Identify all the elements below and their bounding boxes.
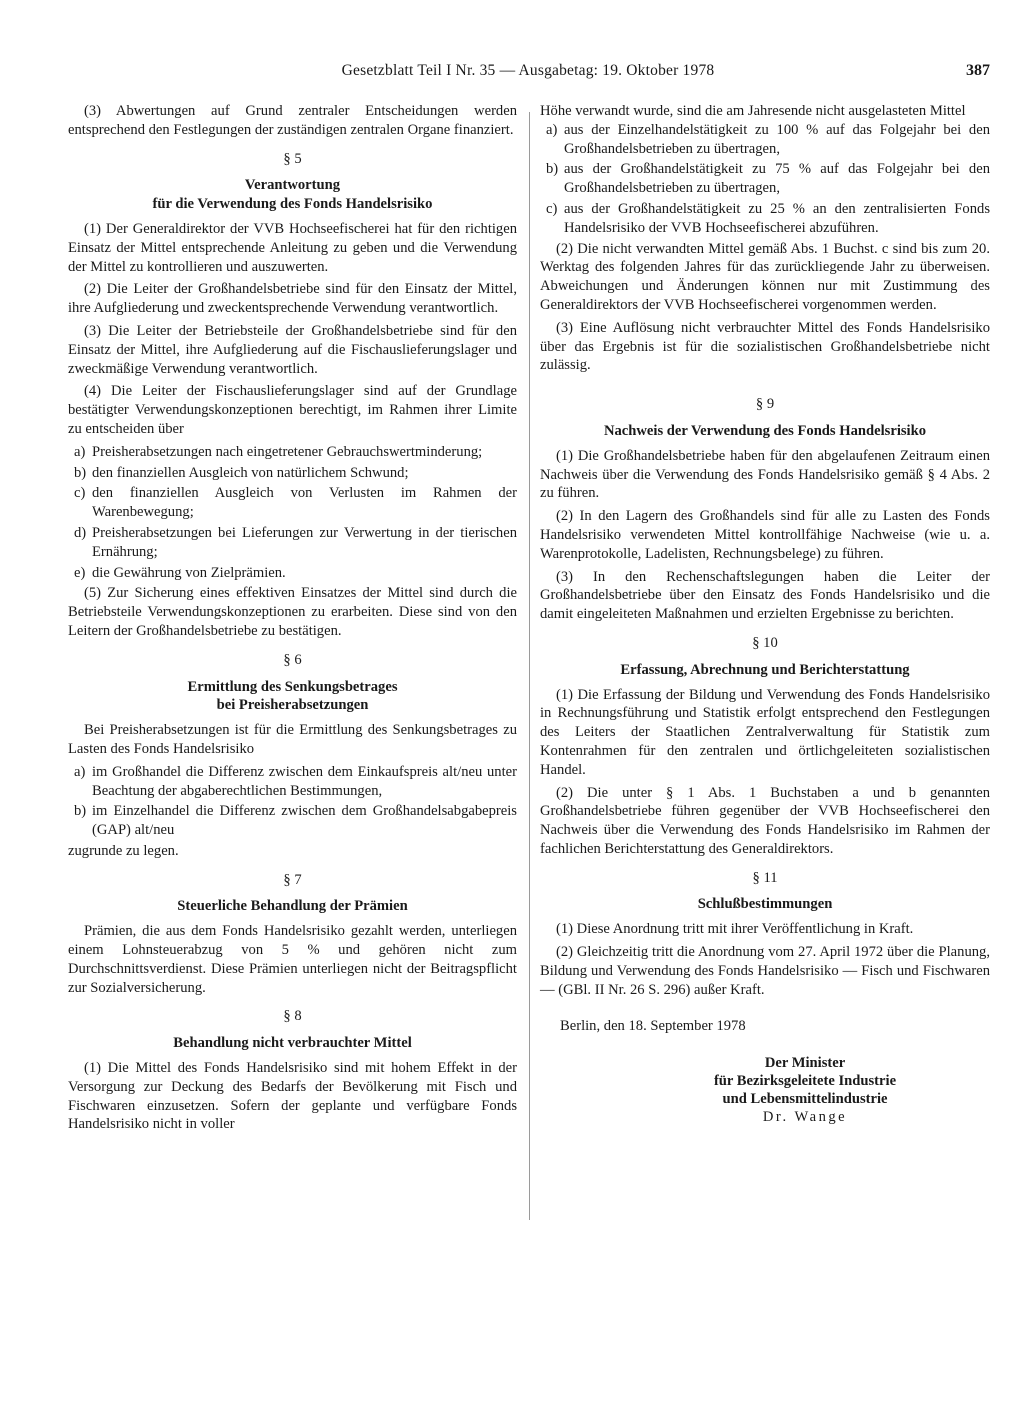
section-5-title	[68, 176, 517, 214]
list-label: c)	[74, 485, 86, 502]
paragraph: zugrunde zu legen.	[68, 842, 179, 859]
paragraph: Prämien, die aus dem Fonds Handelsrisiko gezahlt werden, unterliegen einem Lohnsteuerabzug von 5 % und gehören nicht zum Durchschnittsverdienst. Diese Prämien unterliegen nicht der Beitragspflicht zur Sozialversicherung.	[68, 923, 517, 996]
place-and-date: Berlin, den 18. September 1978	[560, 1018, 746, 1035]
section-10-title: Erfassung, Abrechnung und Berichterstattung	[620, 661, 910, 678]
section-6-title-line1: Ermittlung des Senkungsbetrages	[187, 678, 398, 695]
signature-title-line3: und Lebensmittelindustrie	[722, 1091, 888, 1108]
page-header	[60, 62, 996, 86]
section-5-title-line2: für die Verwendung des Fonds Handelsrisiko	[152, 196, 433, 213]
list-text: im Großhandel die Differenz zwischen dem Einkaufspreis alt/neu unter Beachtung der abgaberechtlichen Bestimmungen,	[92, 763, 517, 799]
list-text: den finanziellen Ausgleich von natürlichem Schwund;	[92, 464, 409, 481]
list-label: d)	[74, 524, 87, 541]
list-text: die Gewährung von Zielprämien.	[92, 564, 286, 581]
signature-block	[620, 1054, 990, 1126]
section-9-number: § 9	[755, 396, 775, 413]
paragraph: (1) Die Erfassung der Bildung und Verwendung des Fonds Handelsrisiko in Rechnungsführung und Statistik erfolgt entsprechend den Festlegungen des Leiters der Staatlichen Zentralverwaltung für Statistik zum Kontenrahmen für den zentralen und örtlichgeleiteten sozialistischen Handel.	[540, 686, 990, 778]
paragraph: (1) Der Generaldirektor der VVB Hochseefischerei hat für den richtigen Einsatz der Mittel entsprechende Anleitung zu geben und die Verwendung der Mittel zu kontrollieren und auszuwerten.	[68, 220, 517, 275]
list-label: a)	[546, 121, 558, 138]
paragraph: (3) Die Leiter der Betriebsteile der Großhandelsbetriebe sind für den Einsatz der Mittel, ihre Aufgliederung auf die Fischauslieferungslager und zweckmäßige Verwendung verantwortlich.	[68, 322, 517, 377]
paragraph: Bei Preisherabsetzungen ist für die Ermittlung des Senkungsbetrages zu Lasten des Fonds Handelsrisiko	[68, 722, 517, 757]
list-item	[74, 464, 517, 483]
page-number: 387	[966, 62, 990, 79]
section-11-title: Schlußbestimmungen	[697, 896, 833, 913]
paragraph: (2) Die Leiter der Großhandelsbetriebe sind für den Einsatz der Mittel, ihre Aufgliederung und zweckentsprechende Verwendung verantwortlich.	[68, 281, 517, 317]
list-label: a)	[74, 763, 86, 780]
column-divider	[529, 112, 530, 1220]
section-8-number: § 8	[283, 1008, 302, 1025]
paragraph: (3) In den Rechenschaftslegungen haben die Leiter der Großhandelsbetriebe über den Einsatz des Fonds Handelsrisiko und die damit eingeleiteten Maßnahmen und erzielten Ergebnisse zu berichten.	[540, 568, 990, 623]
list-item	[74, 802, 517, 840]
paragraph: (1) Die Großhandelsbetriebe haben für den abgelaufenen Zeitraum einen Nachweis über die Verwendung des Fonds Handelsrisiko gemäß § 4 Abs. 2 zu führen.	[540, 447, 990, 502]
paragraph-s4-3: (3) Abwertungen auf Grund zentraler Entscheidungen werden entsprechend den Festlegungen der zuständigen zentralen Organe finanziert.	[68, 103, 517, 138]
section-7-number: § 7	[283, 871, 302, 888]
paragraph: (2) Die unter § 1 Abs. 1 Buchstaben a und b genannten Großhandelsbetriebe führen gegenüber der VVB Hochseefischerei den Nachweis über die Verwendung des Fonds Handelsrisiko im Rahmen der fachlichen Berichterstattung des Generaldirektors.	[540, 784, 990, 857]
list-text: aus der Einzelhandelstätigkeit zu 100 % auf das Folgejahr bei den Großhandelsbetrieben zu übertragen,	[564, 121, 990, 157]
section-5-title-line1: Verantwortung	[244, 177, 341, 194]
paragraph: (2) Gleichzeitig tritt die Anordnung vom 27. April 1972 über die Planung, Bildung und Verwendung des Fonds Handelsrisiko — Fisch und Fischwaren — (GBl. II Nr. 26 S. 296) außer Kraft.	[540, 944, 990, 998]
section-9-title: Nachweis der Verwendung des Fonds Handelsrisiko	[603, 422, 927, 439]
list-item	[74, 564, 517, 583]
list-item	[74, 763, 517, 801]
list-text: aus der Großhandelstätigkeit zu 25 % an den zentralisierten Fonds Handelsrisiko der VVB Hochseefischerei abzuführen.	[564, 200, 990, 236]
list-item	[74, 443, 517, 462]
right-column	[540, 102, 990, 1126]
list-label: c)	[546, 200, 558, 217]
section-10-number: § 10	[752, 634, 778, 651]
section-7-title: Steuerliche Behandlung der Prämien	[177, 898, 408, 915]
paragraph: Höhe verwandt wurde, sind die am Jahresende nicht ausgelasteten Mittel	[540, 103, 966, 119]
paragraph: (1) Diese Anordnung tritt mit ihrer Veröffentlichung in Kraft.	[556, 921, 914, 938]
list-label: a)	[74, 443, 86, 460]
list-item	[74, 484, 517, 522]
list-text: aus der Großhandelstätigkeit zu 75 % auf das Folgejahr bei den Großhandelsbetrieben zu übertragen,	[564, 161, 990, 197]
list-item	[74, 524, 517, 562]
paragraph: (2) In den Lagern des Großhandels sind für alle zu Lasten des Fonds Handelsrisiko verwendeten Mittel kontrollfähige Nachweise (wie u. a. Warenprotokolle, Ladelisten, Rechnungsbelege) zu führen.	[540, 508, 990, 562]
section-6-number: § 6	[283, 651, 302, 668]
list-text: den finanziellen Ausgleich von Verlusten im Rahmen der Warenbewegung;	[92, 485, 517, 521]
paragraph: (3) Eine Auflösung nicht verbrauchter Mittel des Fonds Handelsrisiko über das Ergebnis ist für die sozialistischen Großhandelsbetriebe nicht zulässig.	[540, 319, 990, 374]
section-6-title-line2: bei Preisherabsetzungen	[216, 697, 369, 714]
list-label: b)	[74, 803, 87, 820]
paragraph: (4) Die Leiter der Fischauslieferungslager sind auf der Grundlage bestätigter Verwendungskonzeptionen berechtigt, im Rahmen ihrer Limite zu entscheiden über	[68, 383, 517, 437]
list-label: b)	[74, 464, 87, 481]
paragraph: (2) Die nicht verwandten Mittel gemäß Abs. 1 Buchst. c sind bis zum 20. Werktag des folgenden Jahres für das zurückliegende Jahr zu überweisen. Abweichungen und Änderungen können nur mit Zustimmung des Generaldirektors der VVB Hochseefischerei vorgenommen werden.	[540, 240, 990, 313]
list-label: e)	[74, 564, 86, 581]
section-6-title	[68, 678, 517, 716]
section-8-title: Behandlung nicht verbrauchter Mittel	[173, 1035, 412, 1052]
paragraph: (1) Die Mittel des Fonds Handelsrisiko sind mit hohem Effekt in der Versorgung zur Deckung des Bedarfs der Bevölkerung mit Fisch und Fischwaren einzusetzen. Sofern der geplante und verfügbare Fonds Handelsrisiko nicht in voller	[68, 1060, 517, 1133]
list-item	[546, 121, 990, 159]
signature-name: Dr. Wange	[762, 1109, 848, 1126]
header-title: Gesetzblatt Teil I Nr. 35 — Ausgabetag: 19. Oktober 1978	[341, 62, 715, 79]
list-text: im Einzelhandel die Differenz zwischen dem Großhandelsabgabepreis (GAP) alt/neu	[92, 803, 517, 839]
paragraph: (5) Zur Sicherung eines effektiven Einsatzes der Mittel sind durch die Betriebsteile Verwendungskonzeptionen zu erarbeiten. Diese sind von den Leitern der Großhandelsbetriebe zu bestätigen.	[68, 585, 517, 639]
list-text: Preisherabsetzungen bei Lieferungen zur Verwertung in der tierischen Ernährung;	[92, 524, 517, 560]
section-5-number: § 5	[283, 150, 302, 167]
list-label: b)	[546, 161, 559, 178]
section-11-number: § 11	[752, 869, 778, 886]
list-item	[546, 200, 990, 238]
list-text: Preisherabsetzungen nach eingetretener Gebrauchswertminderung;	[92, 443, 483, 460]
signature-title-line1: Der Minister	[764, 1055, 846, 1072]
left-column	[68, 102, 517, 1138]
list-item	[546, 160, 990, 198]
signature-title-line2: für Bezirksgeleitete Industrie	[713, 1073, 897, 1090]
